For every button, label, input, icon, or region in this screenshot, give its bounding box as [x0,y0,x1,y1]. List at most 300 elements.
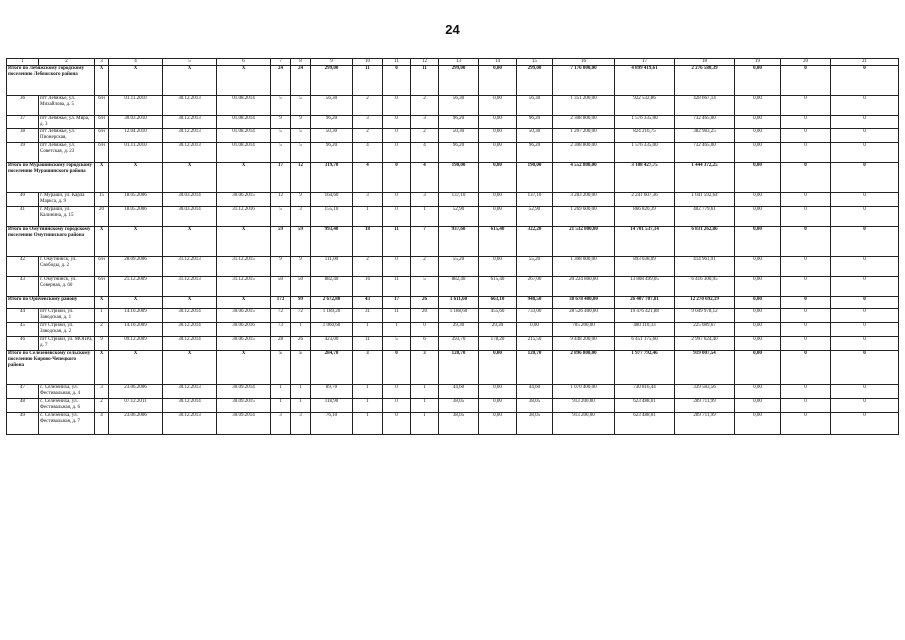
table-cell: 56,30 [517,96,553,116]
table-cell: 0 [383,96,411,116]
table-cell: 20 [411,309,439,323]
table-cell: 38,05 [439,413,479,435]
table-cell: б/н [95,257,109,277]
table-cell: 1 070 400,00 [553,385,615,399]
table-cell: 50 [291,277,311,297]
table-cell: 38,05 [517,399,553,413]
table-cell: 30.06.2015 [217,337,271,351]
table-cell: 1 [291,385,311,399]
table-cell: 30.12.2013 [163,385,217,399]
address-cell: пгт Лебяжье, ул. Мира, д. 3 [39,116,95,129]
table-row [7,257,899,277]
row-number: 38 [7,129,39,143]
table-cell: 38,05 [517,413,553,435]
table-cell: X [95,163,109,193]
table-cell: 31.12.2013 [163,277,217,297]
table-cell: 96,20 [311,116,353,129]
table-cell: 0 [831,96,899,116]
table-cell: 190,00 [517,163,553,193]
table-cell: 9 [271,116,291,129]
table-cell: 1 [353,399,383,413]
table-cell: 2 276 580,39 [675,66,735,96]
table-cell: 0 [781,337,831,351]
table-cell: 0,00 [479,96,517,116]
table-cell: 30.06.2015 [217,309,271,323]
table-cell: 882,40 [439,277,479,297]
table-row [7,337,899,351]
table-cell: X [163,227,217,257]
table-row [7,309,899,323]
table-cell: 01.08.2014 [217,116,271,129]
table-cell: 30.03.2010 [109,116,163,129]
table-cell: 96,20 [311,143,353,163]
table-cell: 5 [411,277,439,297]
table-cell: 31.12.2016 [217,207,271,227]
table-cell: 0 [831,257,899,277]
table-cell: б/н [95,96,109,116]
table-row [7,413,899,435]
table-cell: 14.10.2009 [109,309,163,323]
table-cell: 50,30 [311,129,353,143]
table-cell: 30.12.2014 [163,323,217,337]
table-cell: 31 [353,309,383,323]
table-cell: б/н [95,143,109,163]
table-cell: 1 444 372,25 [675,163,735,193]
table-cell: 72 [291,309,311,323]
column-number: 14 [479,59,517,66]
table-cell: 299,00 [439,66,479,96]
table-cell: 1 188,60 [439,309,479,323]
table-cell: 3 [411,351,439,385]
table-cell: 393,70 [439,337,479,351]
table-cell: 402 779,61 [675,207,735,227]
table-cell: 1 [353,413,383,435]
table-cell: 0 [781,129,831,143]
table-cell: 0 [831,193,899,207]
row-number: 44 [7,309,39,323]
table-cell: 0 [831,413,899,435]
table-cell: 30.09.2014 [217,385,271,399]
table-cell: 73 [271,323,291,337]
row-number: 48 [7,399,39,413]
table-cell: 30.12.2013 [163,116,217,129]
table-cell: 5 [291,351,311,385]
table-cell: 299,00 [517,66,553,96]
table-cell: 26 407 707,81 [615,297,675,309]
table-cell: 9 448 200,00 [553,337,615,351]
row-number: 46 [7,337,39,351]
table-cell: 0 [383,143,411,163]
table-row [7,207,899,227]
table-cell: 0,00 [479,257,517,277]
table-cell: 0 [383,351,411,385]
subtotal-row [7,227,899,257]
table-cell: 6 416 300,95 [675,277,735,297]
table-cell: 0 [831,129,899,143]
table-cell: 0 [383,207,411,227]
table-cell: 14.10.2009 [109,323,163,337]
table-cell: 1 [383,323,411,337]
table-cell: 31.12.2013 [163,257,217,277]
subtotal-row [7,163,899,193]
table-cell: 19 476 421,88 [615,309,675,323]
table-cell: 0 [831,351,899,385]
table-cell: 0,00 [479,385,517,399]
table-cell: 2 [95,323,109,337]
table-cell: 824 216,75 [615,129,675,143]
table-cell: 0 [383,129,411,143]
table-cell: б/н [95,116,109,129]
table-cell: 0,00 [735,116,781,129]
table-cell: 5 [271,351,291,385]
table-cell: 50,30 [517,129,553,143]
table-cell: 1 [271,399,291,413]
table-cell: 0 [831,399,899,413]
table-cell: X [163,66,217,96]
table-row [7,143,899,163]
table-cell: 4 [353,143,383,163]
table-cell: 30.12.2013 [163,413,217,435]
table-cell: 155,10 [311,207,353,227]
table-cell: 01.08.2014 [217,129,271,143]
table-cell: 1 060,60 [311,323,353,337]
table-cell: 59 [271,227,291,257]
table-cell: 20 224 800,00 [553,277,615,297]
table-cell: 4 [353,163,383,193]
table-cell: 44,60 [517,385,553,399]
table-cell: 2 [353,257,383,277]
address-cell: пгт Стрижи, ул. Заводская, д. 2 [39,323,95,337]
table-cell: 1 611,60 [439,297,479,309]
address-cell: пгт Лебяжье, ул. Советская, д. 23 [39,143,95,163]
table-cell: X [109,66,163,96]
table-cell: 0 [411,323,439,337]
table-cell: 0 [781,193,831,207]
column-number: 1 [7,59,39,66]
table-cell: 1 [411,207,439,227]
address-cell: пгт Лебяжье, ул. Пионерская, [39,129,95,143]
table-cell: 0,00 [735,277,781,297]
table-cell: 730 816,44 [615,385,675,399]
table-cell: 0 [383,385,411,399]
table-cell: 9 [95,337,109,351]
column-number: 20 [781,59,831,66]
table-cell: 0,00 [479,413,517,435]
column-number-row [7,59,899,66]
table-cell: 0,00 [479,399,517,413]
table-cell: 28.09.2006 [109,257,163,277]
table-cell: 284,70 [311,351,353,385]
table-cell: 428 667,14 [675,96,735,116]
table-cell: 30.12.2014 [163,309,217,323]
table-cell: 0,00 [735,207,781,227]
table-cell: 4 899 419,61 [615,66,675,96]
table-cell: 0 [781,66,831,96]
table-cell: 0,00 [479,193,517,207]
table-cell: X [109,163,163,193]
address-cell: пгт Стрижи, ул. МОПРа, д. 7 [39,337,95,351]
table-cell: 319,70 [311,163,353,193]
table-cell: 3 [95,385,109,399]
table-cell: 28 526 400,00 [553,309,615,323]
table-cell: 1 [411,413,439,435]
table-cell: 31.12.2015 [217,257,271,277]
table-cell: 173 [271,297,291,309]
table-cell: 455,60 [479,309,517,323]
table-cell: 6 451 175,60 [615,337,675,351]
table-cell: 2 896 800,00 [553,351,615,385]
row-number: 45 [7,323,39,337]
table-cell: 59 [291,227,311,257]
table-cell: 30.12.2014 [163,399,217,413]
row-number: 40 [7,193,39,207]
table-cell: 0 [831,385,899,399]
table-cell: 31.12.2015 [217,277,271,297]
table-cell: 30.09.2014 [217,413,271,435]
table-cell: 24 [291,66,311,96]
table-cell: 0,00 [735,413,781,435]
table-cell: 9 [291,116,311,129]
table-cell: 1 308 000,00 [553,257,615,277]
table-cell: 5 [291,129,311,143]
address-cell: г. Мураши, ул. Карла Маркса, д. 9 [39,193,95,207]
table-cell: 0 [383,193,411,207]
address-cell: пгт Лебяжье, ул. Михайлова, д. 5 [39,96,95,116]
table-cell: 24 [271,66,291,96]
table-cell: 893 038,09 [615,257,675,277]
table-cell: 2 997 624,40 [675,337,735,351]
table-cell: 937,60 [439,227,479,257]
table-cell: 111,00 [311,257,353,277]
table-cell: 0,00 [479,66,517,96]
table-cell: 1 [411,399,439,413]
table-row [7,323,899,337]
table-cell: 0,00 [735,399,781,413]
table-cell: 732 465,00 [675,143,735,163]
table-cell: 30.03.2014 [163,193,217,207]
table-cell: 1 977 792,46 [615,351,675,385]
table-cell: 2 241 607,36 [615,193,675,207]
column-number: 21 [831,59,899,66]
table-cell: 0 [781,351,831,385]
table-cell: 1 [291,323,311,337]
table-cell: 2 [411,257,439,277]
table-cell: 5 [271,96,291,116]
table-cell: X [109,227,163,257]
table-cell: 13 808 499,05 [615,277,675,297]
table-cell: 0,00 [735,66,781,96]
table-cell: 0,00 [735,337,781,351]
table-cell: 5 [271,143,291,163]
table-cell: 30.12.2014 [163,337,217,351]
table-row [7,399,899,413]
row-number: 49 [7,413,39,435]
registry-table-wrapper [6,58,898,435]
table-cell: 0 [781,309,831,323]
table-cell: 11 [411,66,439,96]
table-cell: 0 [831,143,899,163]
table-cell: 0 [781,385,831,399]
table-cell: 12 270 692,19 [675,297,735,309]
subtotal-label: Итого по Омутнинскому городскому поселению Омутнинского района [7,227,95,257]
table-cell: 3 [353,116,383,129]
table-cell: 56,30 [311,96,353,116]
table-cell: 21.12.2009 [109,277,163,297]
table-cell: 480 110,33 [615,323,675,337]
table-cell: 623 488,01 [615,413,675,435]
table-cell: 705 200,00 [553,323,615,337]
column-number: 18 [675,59,735,66]
table-cell: 15 [95,193,109,207]
column-number: 7 [271,59,291,66]
table-cell: 0 [831,227,899,257]
table-cell: б/н [95,129,109,143]
column-number: 10 [353,59,383,66]
table-cell: 30.06.2016 [217,323,271,337]
table-cell: 0 [781,207,831,227]
table-cell: 30.06.2015 [217,193,271,207]
table-cell: X [109,297,163,309]
table-cell: 2 308 800,00 [553,116,615,129]
table-cell: X [217,66,271,96]
column-number: 16 [553,59,615,66]
table-cell: 0 [831,309,899,323]
table-cell: 382 983,25 [675,129,735,143]
address-cell: с. Селезениха, ул. Фестивальная, д. 7 [39,413,95,435]
address-cell: пгт Стрижи, ул. Заводская, д. 1 [39,309,95,323]
table-cell: 23.06.2006 [109,385,163,399]
table-cell: 30.12.2013 [163,143,217,163]
table-cell: 17 [383,297,411,309]
table-cell: 01.11.2010 [109,143,163,163]
table-cell: 26 [291,337,311,351]
table-cell: 0,00 [479,207,517,227]
table-cell: 322,20 [517,227,553,257]
table-cell: 0 [781,257,831,277]
table-cell: 7 [411,227,439,257]
table-row [7,277,899,297]
table-cell: 882,40 [311,277,353,297]
table-cell: 2 [95,399,109,413]
table-cell: 339 583,56 [675,385,735,399]
table-cell: 3 [291,207,311,227]
table-cell: 72 [271,309,291,323]
table-cell: 09.12.2009 [109,337,163,351]
table-cell: X [95,66,109,96]
table-cell: X [217,297,271,309]
table-cell: 137,10 [517,193,553,207]
table-cell: 50 [271,277,291,297]
table-cell: 55,20 [517,257,553,277]
table-cell: 1 041 592,64 [675,193,735,207]
table-cell: 0,00 [735,323,781,337]
table-cell: 3 108 427,75 [615,163,675,193]
table-cell: 423,00 [311,337,353,351]
table-cell: 0 [781,227,831,257]
table-row [7,385,899,399]
row-number: 41 [7,207,39,227]
table-cell: 1 [95,309,109,323]
table-cell: 30.09.2015 [217,399,271,413]
table-cell: 0,00 [735,163,781,193]
table-cell: 3 283 200,00 [553,193,615,207]
table-cell: 120,70 [439,351,479,385]
subtotal-label: Итого по Лебяжскому городскому поселению Лебяжского района [7,66,95,96]
table-cell: 50,30 [439,129,479,143]
column-number: 13 [439,59,479,66]
table-cell: 1 [291,399,311,413]
table-cell: 01.11.2010 [109,96,163,116]
table-cell: 0 [781,143,831,163]
table-cell: 12 [291,163,311,193]
table-cell: 12 [271,193,291,207]
table-cell: 38,05 [439,399,479,413]
subtotal-label: Итого по Оричевскому району [7,297,95,309]
table-cell: 43 [353,297,383,309]
table-cell: 55,20 [439,257,479,277]
column-number: 4 [109,59,163,66]
table-cell: 615,40 [479,277,517,297]
table-cell: 99 [291,297,311,309]
table-cell: 12.04.2010 [109,129,163,143]
column-number: 17 [615,59,675,66]
table-cell: 52,90 [439,207,479,227]
table-cell: 0,00 [479,116,517,129]
row-number: 47 [7,385,39,399]
table-cell: 289 711,99 [675,399,735,413]
table-cell: 215,50 [517,337,553,351]
table-cell: 01.08.2014 [217,96,271,116]
table-cell: X [109,351,163,385]
table-cell: 0 [781,116,831,129]
table-cell: 30.12.2013 [163,129,217,143]
address-cell: г. Мураши, ул. Калинина, д. 15 [39,207,95,227]
table-cell: 01.08.2014 [217,143,271,163]
table-row [7,193,899,207]
table-cell: 2 308 800,00 [553,143,615,163]
table-cell: X [217,351,271,385]
column-number: 2 [39,59,95,66]
table-cell: 3 [271,413,291,435]
row-number: 36 [7,96,39,116]
table-cell: 11 [383,309,411,323]
table-cell: 6 831 262,86 [675,227,735,257]
table-cell: 20 [95,207,109,227]
column-number: 12 [411,59,439,66]
table-cell: 30.03.2014 [163,207,217,227]
table-cell: 0 [383,66,411,96]
table-cell: 96,20 [517,143,553,163]
table-cell: 2 [411,96,439,116]
table-cell: 120,70 [517,351,553,385]
table-cell: 96,20 [439,143,479,163]
table-cell: 30.12.2013 [163,96,217,116]
column-number: 3 [95,59,109,66]
table-cell: 663,10 [479,297,517,309]
table-cell: 0,00 [735,309,781,323]
table-cell: 913 200,00 [553,399,615,413]
table-cell: 0,00 [735,193,781,207]
table-cell: 5 [271,129,291,143]
subtotal-label: Итого по Селезеневскому сельскому поселению Кирово-Чепецкого района [7,351,95,385]
table-cell: 1 576 335,00 [615,143,675,163]
table-cell: 0 [781,277,831,297]
table-cell: 07.12.2011 [109,399,163,413]
table-cell: 11 [353,66,383,96]
table-cell: 28 [271,337,291,351]
table-cell: 922 532,86 [615,96,675,116]
table-cell: 0,00 [479,163,517,193]
